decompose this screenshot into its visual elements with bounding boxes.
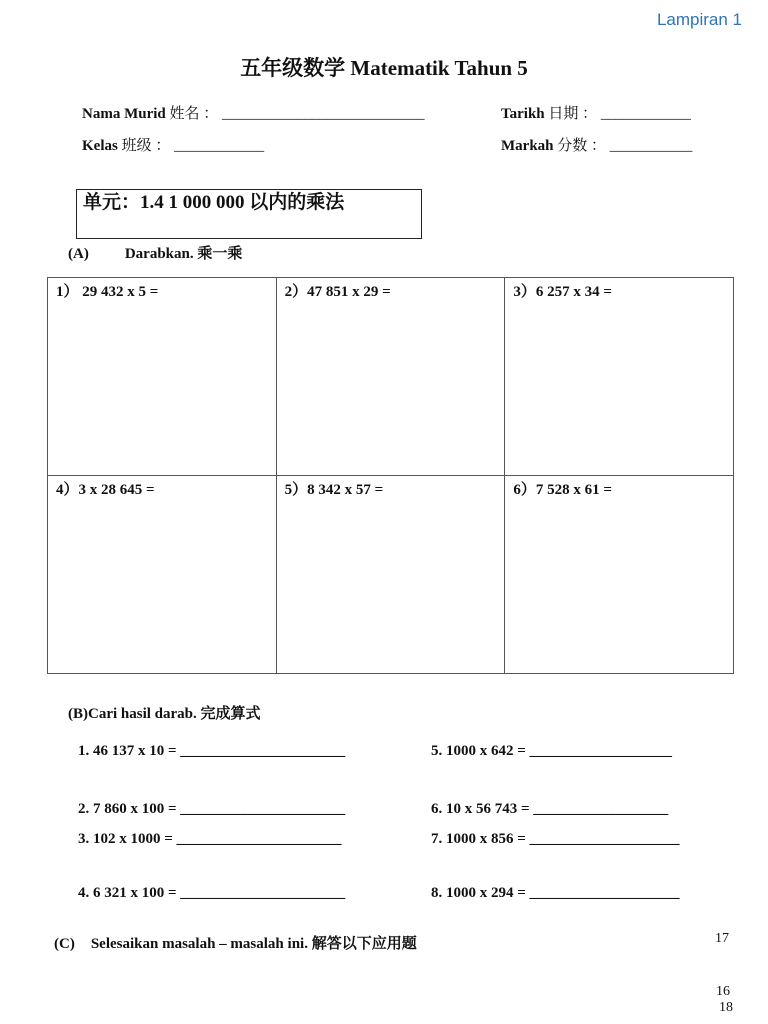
- date-line: ____________: [600, 106, 691, 122]
- section-a-heading: [68, 242, 242, 263]
- marks-label-cn: 分数 ：: [557, 138, 607, 154]
- problem-cell-2: 2）47 851 x 29 =: [276, 278, 505, 476]
- problem-row: [48, 278, 734, 476]
- equation-b8: 8. 1000 x 294 = ____________________: [431, 885, 680, 901]
- problem-row: [48, 476, 734, 674]
- section-a-instruction: Darabkan. 乘一乘: [124, 246, 243, 262]
- problem-cell-6: 6）7 528 x 61 =: [505, 476, 734, 674]
- marks-line: ___________: [609, 138, 693, 154]
- class-label-cn: 班级 ：: [121, 138, 171, 154]
- student-name-label: Nama Murid: [82, 106, 166, 122]
- equation-b6: 6. 10 x 56 743 = __________________: [431, 801, 669, 817]
- date-label-cn: 日期 ：: [548, 106, 598, 122]
- class-label: Kelas: [82, 138, 118, 154]
- page-number: 18: [719, 1000, 733, 1015]
- equation-b1: 1. 46 137 x 10 = ______________________: [78, 743, 346, 759]
- problem-cell-4: 4）3 x 28 645 =: [48, 476, 277, 674]
- equation-b2: 2. 7 860 x 100 = ______________________: [78, 801, 346, 817]
- lampiran-label: Lampiran 1: [656, 10, 742, 29]
- equation-b7: 7. 1000 x 856 = ____________________: [431, 831, 680, 847]
- problem-cell-3: 3）6 257 x 34 =: [505, 278, 734, 476]
- page-number: 16: [716, 984, 730, 999]
- class-line: ____________: [174, 138, 265, 154]
- page-number: 17: [715, 931, 729, 946]
- student-name-line: ___________________________: [222, 106, 425, 122]
- unit-title-box: 单元：1.4 1 000 000 以内的乘法: [76, 189, 422, 239]
- section-a-label: (A): [68, 246, 89, 262]
- date-field: [501, 102, 691, 123]
- equation-b5: 5. 1000 x 642 = ___________________: [431, 743, 673, 759]
- section-c-heading: [54, 932, 417, 953]
- equation-b3: 3. 102 x 1000 = ______________________: [78, 831, 342, 847]
- problem-cell-5: 5）8 342 x 57 =: [276, 476, 505, 674]
- section-c-label: (C): [54, 936, 75, 952]
- student-name-field: [82, 102, 425, 123]
- section-b-heading: (B)Cari hasil darab. 完成算式: [68, 706, 261, 722]
- marks-field: [501, 134, 692, 155]
- class-field: [82, 134, 264, 155]
- problem-cell-1: 1） 29 432 x 5 =: [48, 278, 277, 476]
- section-c-instruction: Selesaikan masalah – masalah ini. 解答以下应用题: [90, 936, 417, 952]
- worksheet-title: 五年级数学 Matematik Tahun 5: [240, 56, 528, 80]
- student-name-label-cn: 姓名 ：: [169, 106, 219, 122]
- marks-label: Markah: [501, 138, 554, 154]
- date-label: Tarikh: [501, 106, 545, 122]
- problem-grid: [47, 277, 734, 674]
- equation-b4: 4. 6 321 x 100 = ______________________: [78, 885, 346, 901]
